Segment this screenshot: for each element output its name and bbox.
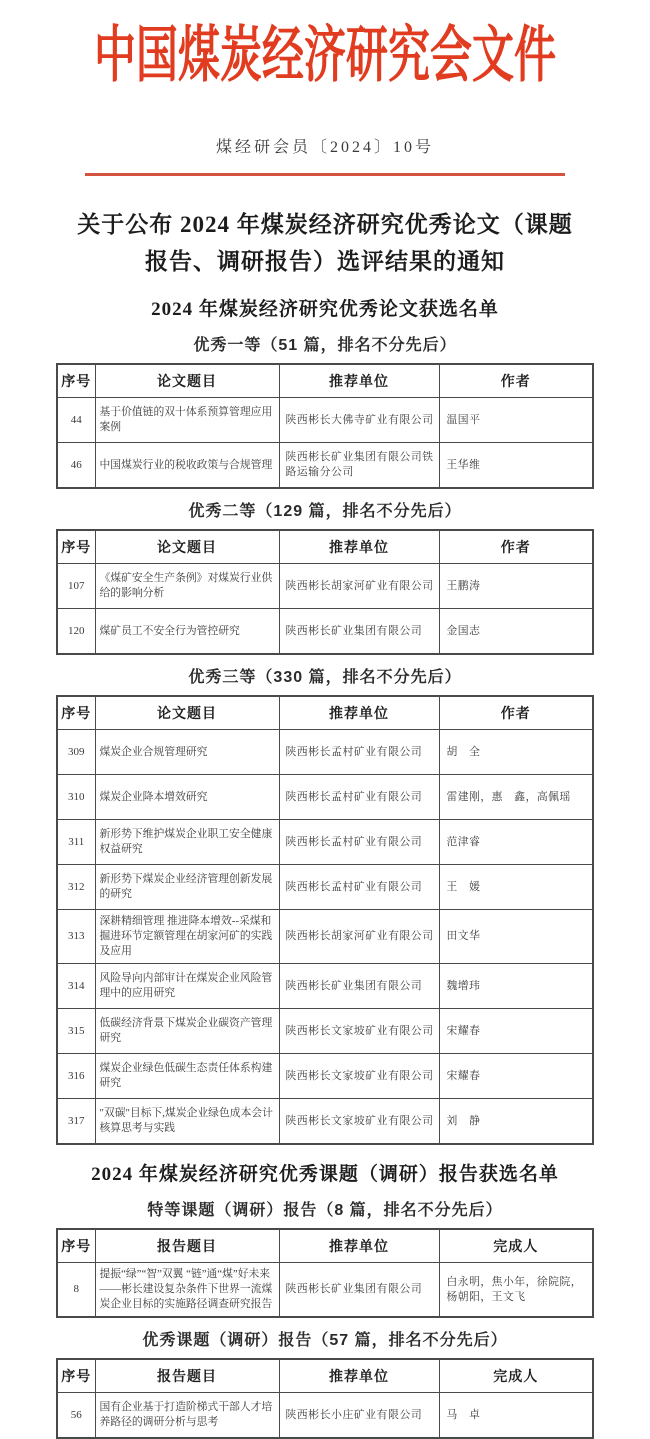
seq-cell: 44 [57, 398, 95, 443]
title-cell: 煤炭企业合规管理研究 [95, 730, 279, 775]
section-title: 特等课题（调研）报告（8 篇，排名不分先后） [147, 1202, 503, 1219]
seq-cell: 8 [57, 1263, 95, 1318]
red-rule-divider [85, 173, 565, 176]
results-table [56, 695, 594, 1145]
table-row [57, 398, 593, 443]
section-title: 优秀课题（调研）报告（57 篇，排名不分先后） [142, 1332, 508, 1349]
unit-cell: 陕西彬长文家坡矿业有限公司 [279, 1099, 439, 1145]
seq-cell: 46 [57, 443, 95, 489]
unit-cell: 陕西彬长文家坡矿业有限公司 [279, 1054, 439, 1099]
unit-cell: 陕西彬长矿业集团有限公司 [279, 609, 439, 655]
seq-cell: 312 [57, 865, 95, 910]
unit-cell: 陕西彬长孟村矿业有限公司 [279, 865, 439, 910]
person-cell: 金国志 [439, 609, 593, 655]
column-header: 序号 [57, 530, 95, 564]
seq-cell: 316 [57, 1054, 95, 1099]
header-row [57, 1229, 593, 1263]
person-cell: 范津睿 [439, 820, 593, 865]
header-row [57, 530, 593, 564]
table-row [57, 865, 593, 910]
person-cell: 王华维 [439, 443, 593, 489]
seq-cell: 317 [57, 1099, 95, 1145]
header-row [57, 696, 593, 730]
table-row [57, 609, 593, 655]
header-row [57, 1359, 593, 1393]
table-row [57, 820, 593, 865]
column-header: 报告题目 [95, 1229, 279, 1263]
seq-cell: 311 [57, 820, 95, 865]
person-cell: 宋耀春 [439, 1009, 593, 1054]
column-header: 作者 [439, 530, 593, 564]
unit-cell: 陕西彬长孟村矿业有限公司 [279, 820, 439, 865]
unit-cell: 陕西彬长孟村矿业有限公司 [279, 730, 439, 775]
header-row [57, 364, 593, 398]
section-title: 优秀一等（51 篇，排名不分先后） [193, 337, 457, 354]
title-cell: 提振“绿”“智”双翼 “链”通“煤”好未来——彬长建设复杂条件下世界一流煤炭企业目标的实施路径调查研究报告 [95, 1263, 279, 1318]
column-header: 论文题目 [95, 696, 279, 730]
title-cell: 风险导向内部审计在煤炭企业风险管理中的应用研究 [95, 964, 279, 1009]
table-row [57, 910, 593, 964]
unit-cell: 陕西彬长胡家河矿业有限公司 [279, 910, 439, 964]
column-header: 推荐单位 [279, 1229, 439, 1263]
results-table [56, 529, 594, 655]
column-header: 推荐单位 [279, 364, 439, 398]
seq-cell: 310 [57, 775, 95, 820]
table-row [57, 964, 593, 1009]
title-cell: 中国煤炭行业的税收政策与合规管理 [95, 443, 279, 489]
table-row [57, 564, 593, 609]
title-cell: 深耕精细管理 推进降本增效--采煤和掘进环节定额管理在胡家河矿的实践及应用 [95, 910, 279, 964]
title-cell: 基于价值链的双十体系预算管理应用案例 [95, 398, 279, 443]
section-title: 优秀二等（129 篇，排名不分先后） [188, 503, 462, 520]
title-cell: 国有企业基于打造阶梯式干部人才培养路径的调研分析与思考 [95, 1393, 279, 1439]
column-header: 推荐单位 [279, 696, 439, 730]
column-header: 作者 [439, 364, 593, 398]
document-body [0, 296, 650, 1439]
table-row [57, 443, 593, 489]
table-row [57, 730, 593, 775]
person-cell: 魏增玮 [439, 964, 593, 1009]
results-table [56, 1358, 594, 1439]
column-header: 序号 [57, 1359, 95, 1393]
person-cell: 宋耀春 [439, 1054, 593, 1099]
table-row [57, 1009, 593, 1054]
unit-cell: 陕西彬长矿业集团有限公司铁路运输分公司 [279, 443, 439, 489]
results-table [56, 363, 594, 489]
title-cell: 煤矿员工不安全行为管控研究 [95, 609, 279, 655]
seq-cell: 56 [57, 1393, 95, 1439]
column-header: 论文题目 [95, 364, 279, 398]
person-cell: 田文华 [439, 910, 593, 964]
person-cell: 马 卓 [439, 1393, 593, 1439]
person-cell: 胡 全 [439, 730, 593, 775]
table-row [57, 1099, 593, 1145]
column-header: 序号 [57, 1229, 95, 1263]
seq-cell: 315 [57, 1009, 95, 1054]
unit-cell: 陕西彬长孟村矿业有限公司 [279, 775, 439, 820]
unit-cell: 陕西彬长文家坡矿业有限公司 [279, 1009, 439, 1054]
person-cell: 白永明，焦小年，徐院院，杨朝阳，王文飞 [439, 1263, 593, 1318]
table-row [57, 1054, 593, 1099]
title-cell: 《煤矿安全生产条例》对煤炭行业供给的影响分析 [95, 564, 279, 609]
column-header: 序号 [57, 696, 95, 730]
column-header: 序号 [57, 364, 95, 398]
title-cell: "双碳"目标下,煤炭企业绿色成本会计核算思考与实践 [95, 1099, 279, 1145]
title-cell: 新形势下维护煤炭企业职工安全健康权益研究 [95, 820, 279, 865]
letterhead-title: 中国煤炭经济研究会文件 [93, 23, 556, 90]
column-header: 完成人 [439, 1359, 593, 1393]
person-cell: 王 媛 [439, 865, 593, 910]
column-header: 推荐单位 [279, 530, 439, 564]
notice-title [0, 206, 650, 280]
column-header: 报告题目 [95, 1359, 279, 1393]
group-title: 2024 年煤炭经济研究优秀课题（调研）报告获选名单 [91, 1164, 559, 1185]
title-cell: 煤炭企业降本增效研究 [95, 775, 279, 820]
section-title: 优秀三等（330 篇，排名不分先后） [188, 669, 462, 686]
seq-cell: 120 [57, 609, 95, 655]
seq-cell: 309 [57, 730, 95, 775]
group-title: 2024 年煤炭经济研究优秀论文获选名单 [151, 299, 499, 320]
column-header: 作者 [439, 696, 593, 730]
column-header: 推荐单位 [279, 1359, 439, 1393]
unit-cell: 陕西彬长矿业集团有限公司 [279, 1263, 439, 1318]
seq-cell: 314 [57, 964, 95, 1009]
unit-cell: 陕西彬长胡家河矿业有限公司 [279, 564, 439, 609]
table-row [57, 775, 593, 820]
unit-cell: 陕西彬长矿业集团有限公司 [279, 964, 439, 1009]
notice-title-line-1: 关于公布 2024 年煤炭经济研究优秀论文（课题 [77, 212, 573, 237]
seq-cell: 313 [57, 910, 95, 964]
person-cell: 王鹏涛 [439, 564, 593, 609]
table-row [57, 1393, 593, 1439]
results-table [56, 1228, 594, 1318]
title-cell: 低碳经济背景下煤炭企业碳资产管理研究 [95, 1009, 279, 1054]
table-row [57, 1263, 593, 1318]
unit-cell: 陕西彬长小庄矿业有限公司 [279, 1393, 439, 1439]
title-cell: 煤炭企业绿色低碳生态责任体系构建研究 [95, 1054, 279, 1099]
seq-cell: 107 [57, 564, 95, 609]
column-header: 论文题目 [95, 530, 279, 564]
column-header: 完成人 [439, 1229, 593, 1263]
notice-title-line-2: 报告、调研报告）选评结果的通知 [145, 249, 505, 274]
title-cell: 新形势下煤炭企业经济管理创新发展的研究 [95, 865, 279, 910]
person-cell: 刘 静 [439, 1099, 593, 1145]
person-cell: 雷建刚，惠 鑫，高佩瑶 [439, 775, 593, 820]
unit-cell: 陕西彬长大佛寺矿业有限公司 [279, 398, 439, 443]
person-cell: 温国平 [439, 398, 593, 443]
doc-number: 煤经研会员〔2024〕10号 [215, 139, 434, 156]
